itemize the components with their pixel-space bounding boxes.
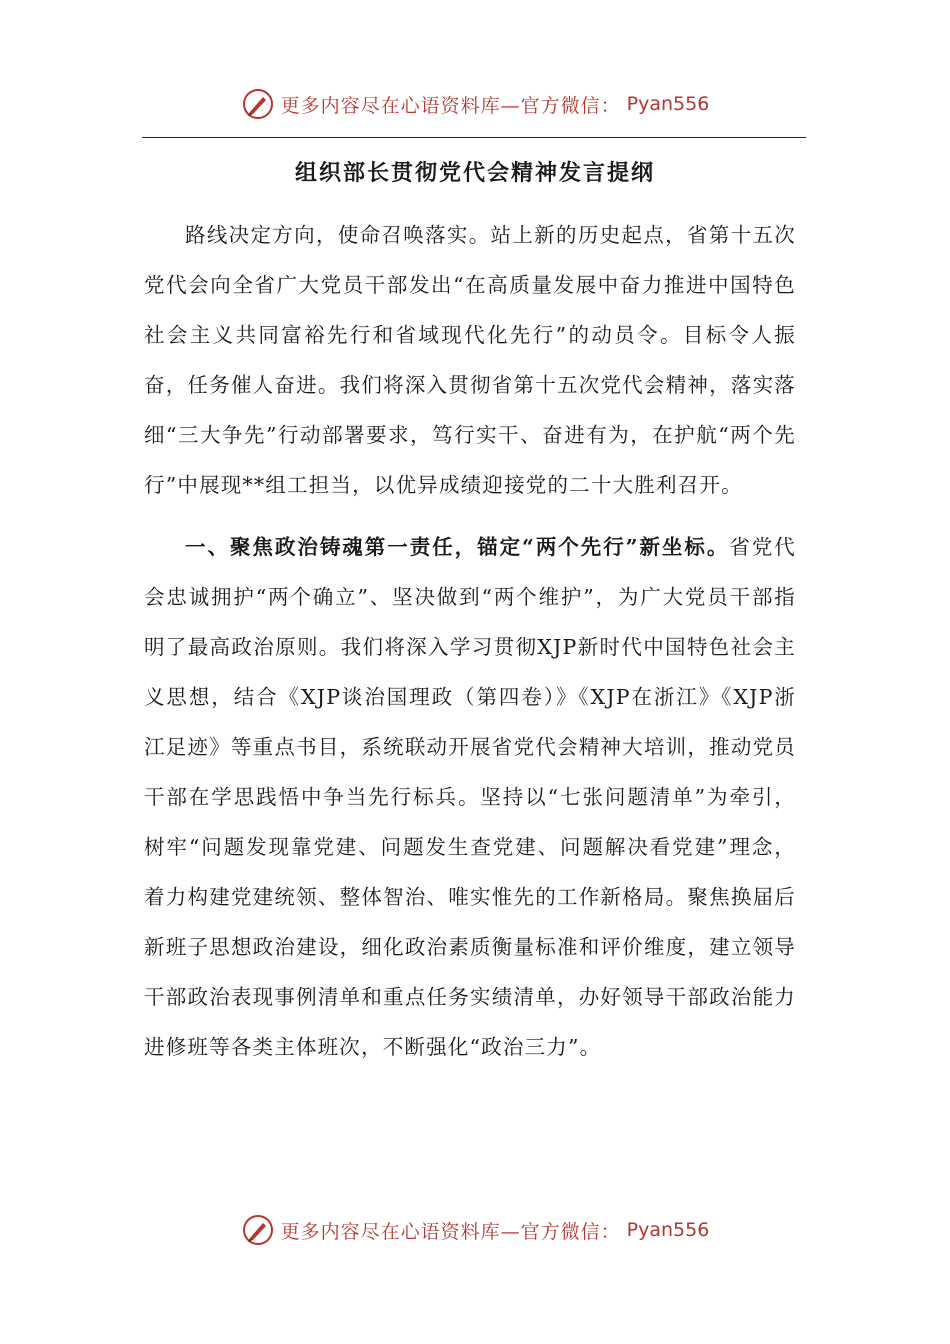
section-1-heading: 一、聚焦政治铸魂第一责任，锚定“两个先行”新坐标。 (185, 535, 730, 559)
paragraph-intro (144, 210, 796, 510)
banner-text: 更多内容尽在心语资料库—官方微信： (280, 1220, 621, 1243)
document-title: 组织部长贯彻党代会精神发言提纲 (294, 160, 655, 186)
header-divider (142, 137, 806, 138)
banner-wechat-id: Pyan556 (626, 93, 710, 115)
paragraph-intro-text: 路线决定方向，使命召唤落实。站上新的历史起点，省第十五次党代会向全省广大党员干部发出“在高质量发展中奋力推进中国特色社会主义共同富裕先行和省域现代化先行”的动员令。目标令人振奋，任务催人奋进。我们将深入贯彻省第十五次党代会精神，落实落细“三大争先”行动部署要求，笃行实干、奋进有为，在护航“两个先行”中展现**组工担当，以优异成绩迎接党的二十大胜利召开。 (144, 223, 796, 497)
document-body (144, 210, 796, 1084)
banner-text: 更多内容尽在心语资料库—官方微信： (280, 94, 621, 117)
paragraph-section-1 (144, 522, 796, 1072)
banner-wechat-id: Pyan556 (626, 1219, 710, 1241)
header-watermark-banner (0, 82, 950, 126)
section-1-text: 省党代会忠诚拥护“两个确立”、坚决做到“两个维护”，为广大党员干部指明了最高政治原则。我们将深入学习贯彻XJP新时代中国特色社会主义思想，结合《XJP谈治国理政（第四卷）》《XJP在浙江》《XJP浙江足迹》等重点书目，系统联动开展省党代会精神大培训，推动党员干部在学思践悟中争当先行标兵。坚持以“七张问题清单”为牵引，树牢“问题发现靠党建、问题发生查党建、问题解决看党建”理念，着力构建党建统领、整体智治、唯实惟先的工作新格局。聚焦换届后新班子思想政治建设，细化政治素质衡量标准和评价维度，建立领导干部政治表现事例清单和重点任务实绩清单，办好领导干部政治能力进修班等各类主体班次，不断强化“政治三力”。 (144, 535, 796, 1059)
footer-watermark-banner (0, 1208, 950, 1252)
pen-logo-icon (241, 87, 275, 121)
pen-logo-icon (241, 1213, 275, 1247)
